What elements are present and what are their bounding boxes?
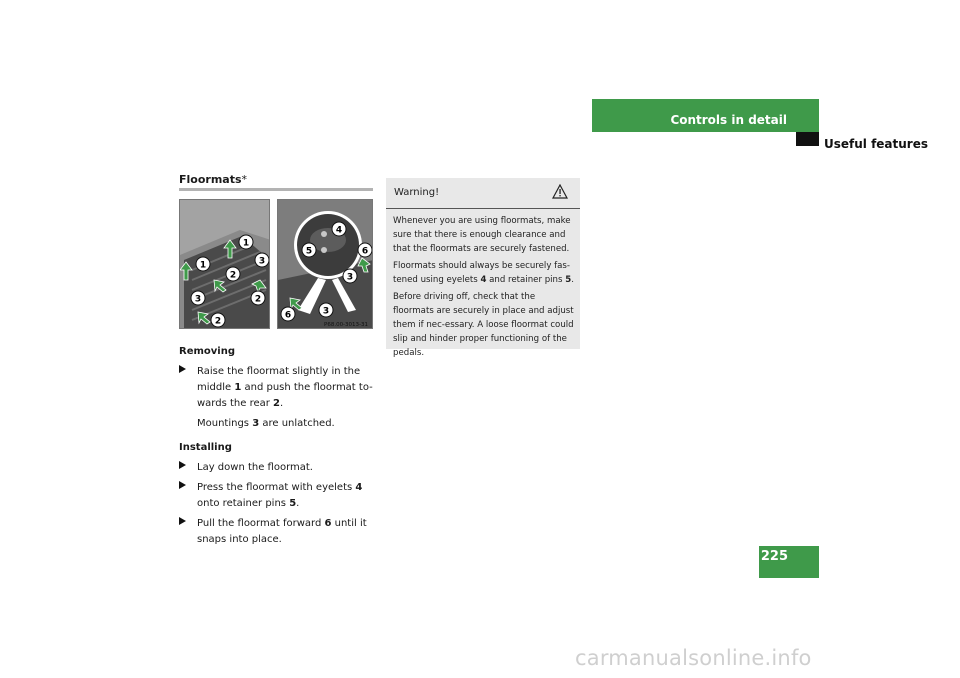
fig-label: 3: [346, 272, 354, 283]
step-arrow-icon: [179, 364, 187, 380]
page-number: 225: [759, 546, 819, 578]
warning-body: [386, 209, 580, 360]
warning-box: [386, 178, 580, 358]
fig-label: 2: [254, 294, 262, 305]
warning-triangle-icon: [552, 184, 568, 203]
fig-label: 3: [258, 256, 266, 267]
fig-label: 3: [194, 294, 202, 305]
warning-title: Warning!: [394, 187, 440, 198]
installing-step-2: Press the floormat with eyelets 4 onto retainer pins 5.: [179, 480, 379, 512]
floormat-install-illustration: [277, 199, 373, 329]
fig-label: 1: [199, 260, 207, 271]
section-title: [179, 173, 247, 186]
fig-label: 2: [229, 270, 237, 281]
floormat-removal-illustration: [179, 199, 270, 329]
watermark: carmanualsonline.info: [575, 646, 812, 670]
fig-label: 5: [305, 246, 313, 257]
fig-label: 2: [214, 316, 222, 327]
fig-label: 4: [335, 225, 343, 236]
fig-label: 6: [361, 246, 369, 257]
chapter-title: Controls in detail: [670, 113, 787, 127]
removing-heading: Removing: [179, 346, 235, 357]
header-tab-marker: [796, 132, 819, 146]
removing-note: Mountings 3 are unlatched.: [197, 418, 335, 429]
installing-step-1: Lay down the floormat.: [179, 460, 379, 476]
installing-step-3: Pull the floormat forward 6 until it snaps into place.: [179, 516, 379, 548]
optional-equipment-mark: *: [241, 173, 248, 186]
fig-label: 1: [242, 238, 250, 249]
fig-label: 6: [284, 310, 292, 321]
section-divider: [179, 188, 373, 191]
instructions: [179, 340, 379, 548]
removing-step-1: Raise the floormat slightly in the middle 1 and push the floormat to-wards the rear 2.: [179, 364, 379, 412]
step-arrow-icon: [179, 460, 187, 476]
warning-header: [386, 178, 580, 209]
warning-paragraph: Whenever you are using floormats, make sure that there is enough clearance and that the floormats are securely fastened.: [393, 216, 571, 254]
installing-heading: Installing: [179, 442, 232, 453]
figure-code: P68.00-3013-31: [324, 322, 369, 328]
section-subtitle: Useful features: [823, 137, 928, 151]
warning-paragraph: Before driving off, check that the floormats are securely in place and adjust them if nec-essary. A loose floormat could slip and hinder proper functioning of the pedals.: [393, 292, 574, 358]
step-arrow-icon: [179, 516, 187, 532]
chapter-header: [592, 99, 819, 132]
step-arrow-icon: [179, 480, 187, 496]
warning-paragraph: Floormats should always be securely fas-tened using eyelets 4 and retainer pins 5.: [393, 261, 574, 285]
fig-label: 3: [322, 306, 330, 317]
section-title-text: Floormats: [179, 173, 242, 186]
